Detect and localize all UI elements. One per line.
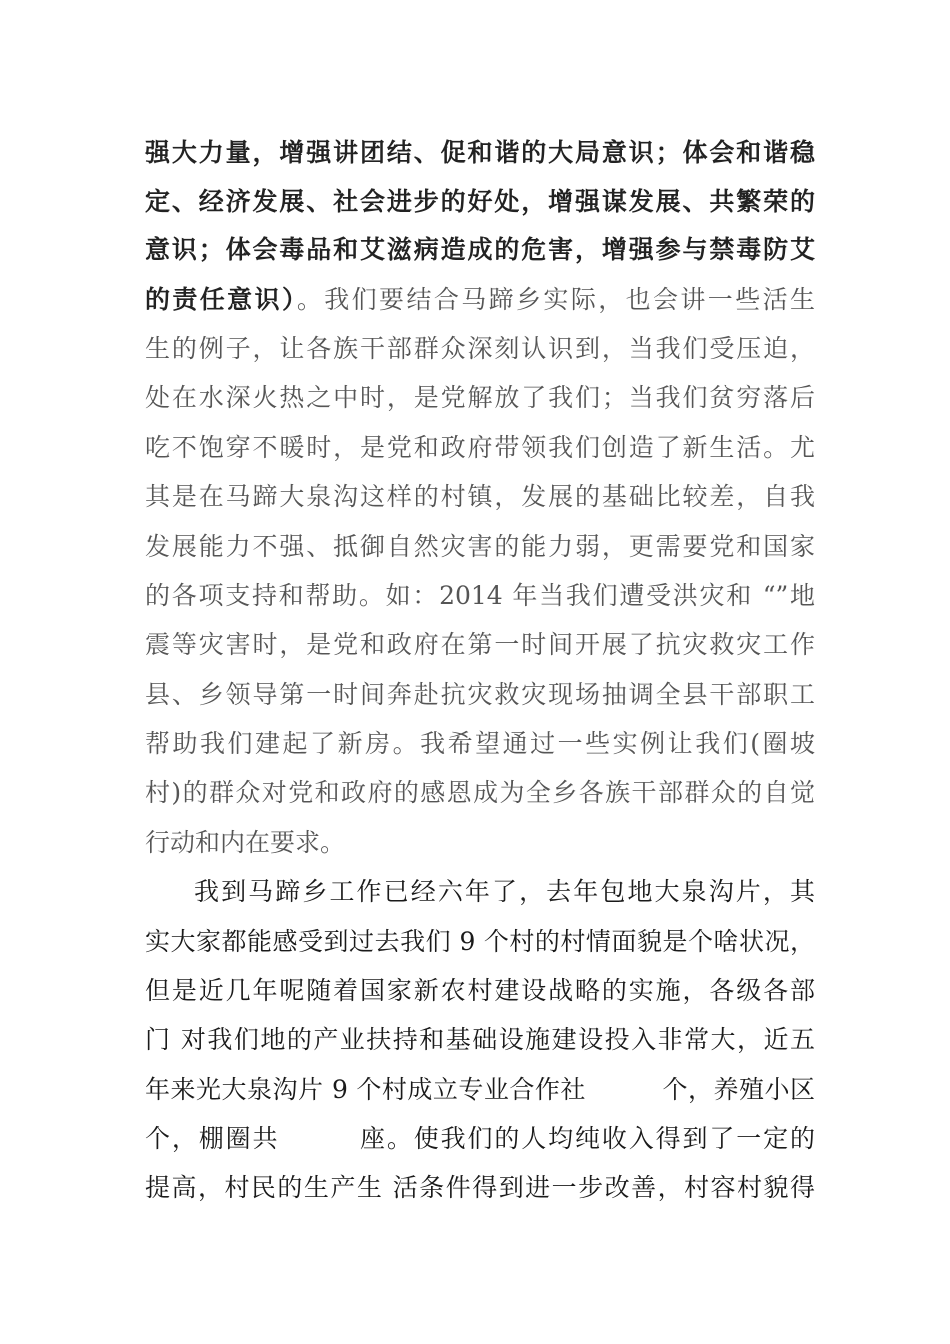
- paragraph-1-line-10: 的各项支持和帮助。如：2014 年当我们遭受洪灾和 “”地: [145, 581, 815, 610]
- paragraph-1-line-11: 震等灾害时，是党和政府在第一时间开展了抗灾救灾工作: [145, 630, 815, 659]
- paragraph-1-line-8: 其是在马蹄大泉沟这样的村镇，发展的基础比较差，自我: [145, 482, 815, 511]
- paragraph-1-line-15: 行动和内在要求。: [145, 828, 346, 857]
- paragraph-2-line-5: 年来光大泉沟片 9 个村成立专业合作社 个，养殖小区: [145, 1075, 815, 1104]
- paragraph-2-line-2: 实大家都能感受到过去我们 9 个村的村情面貌是个啥状况，: [145, 927, 815, 956]
- emphasis-text: 的责任意识）: [145, 285, 297, 314]
- paragraph-2-line-4: 门 对我们地的产业扶持和基础设施建设投入非常大，近五: [145, 1025, 815, 1054]
- paragraph-2-line-1: 我到马蹄乡工作已经六年了，去年包地大泉沟片，其: [194, 877, 815, 906]
- paragraph-2-line-6: 个，棚圈共 座。使我们的人均纯收入得到了一定的: [145, 1124, 815, 1153]
- paragraph-1-line-2: 定、经济发展、社会进步的好处，增强谋发展、共繁荣的: [145, 187, 815, 216]
- paragraph-1-line-3: 意识；体会毒品和艾滋病造成的危害，增强参与禁毒防艾: [145, 235, 815, 264]
- paragraph-1-line-9: 发展能力不强、抵御自然灾害的能力弱，更需要党和国家: [145, 532, 815, 561]
- paragraph-1-line-1: 强大力量，增强讲团结、促和谐的大局意识；体会和谐稳: [145, 138, 815, 167]
- body-text: 。我们要结合马蹄乡实际，也会讲一些活生: [296, 285, 815, 314]
- paragraph-1-line-14: 村)的群众对党和政府的感恩成为全乡各族干部群众的自觉: [145, 778, 815, 807]
- paragraph-1-line-13: 帮助我们建起了新房。我希望通过一些实例让我们(圈坡: [145, 729, 815, 758]
- paragraph-2-line-3: 但是近几年呢随着国家新农村建设战略的实施，各级各部: [145, 976, 815, 1005]
- paragraph-1-line-4: [145, 280, 815, 320]
- paragraph-1-line-5: 生的例子，让各族干部群众深刻认识到，当我们受压迫，: [145, 334, 815, 363]
- paragraph-1-line-12: 县、乡领导第一时间奔赴抗灾救灾现场抽调全县干部职工: [145, 680, 815, 709]
- paragraph-1-line-6: 处在水深火热之中时，是党解放了我们；当我们贫穷落后: [145, 383, 815, 412]
- paragraph-1-line-7: 吃不饱穿不暖时，是党和政府带领我们创造了新生活。尤: [145, 433, 815, 462]
- paragraph-2-line-7: 提高，村民的生产生 活条件得到进一步改善，村容村貌得: [145, 1173, 815, 1202]
